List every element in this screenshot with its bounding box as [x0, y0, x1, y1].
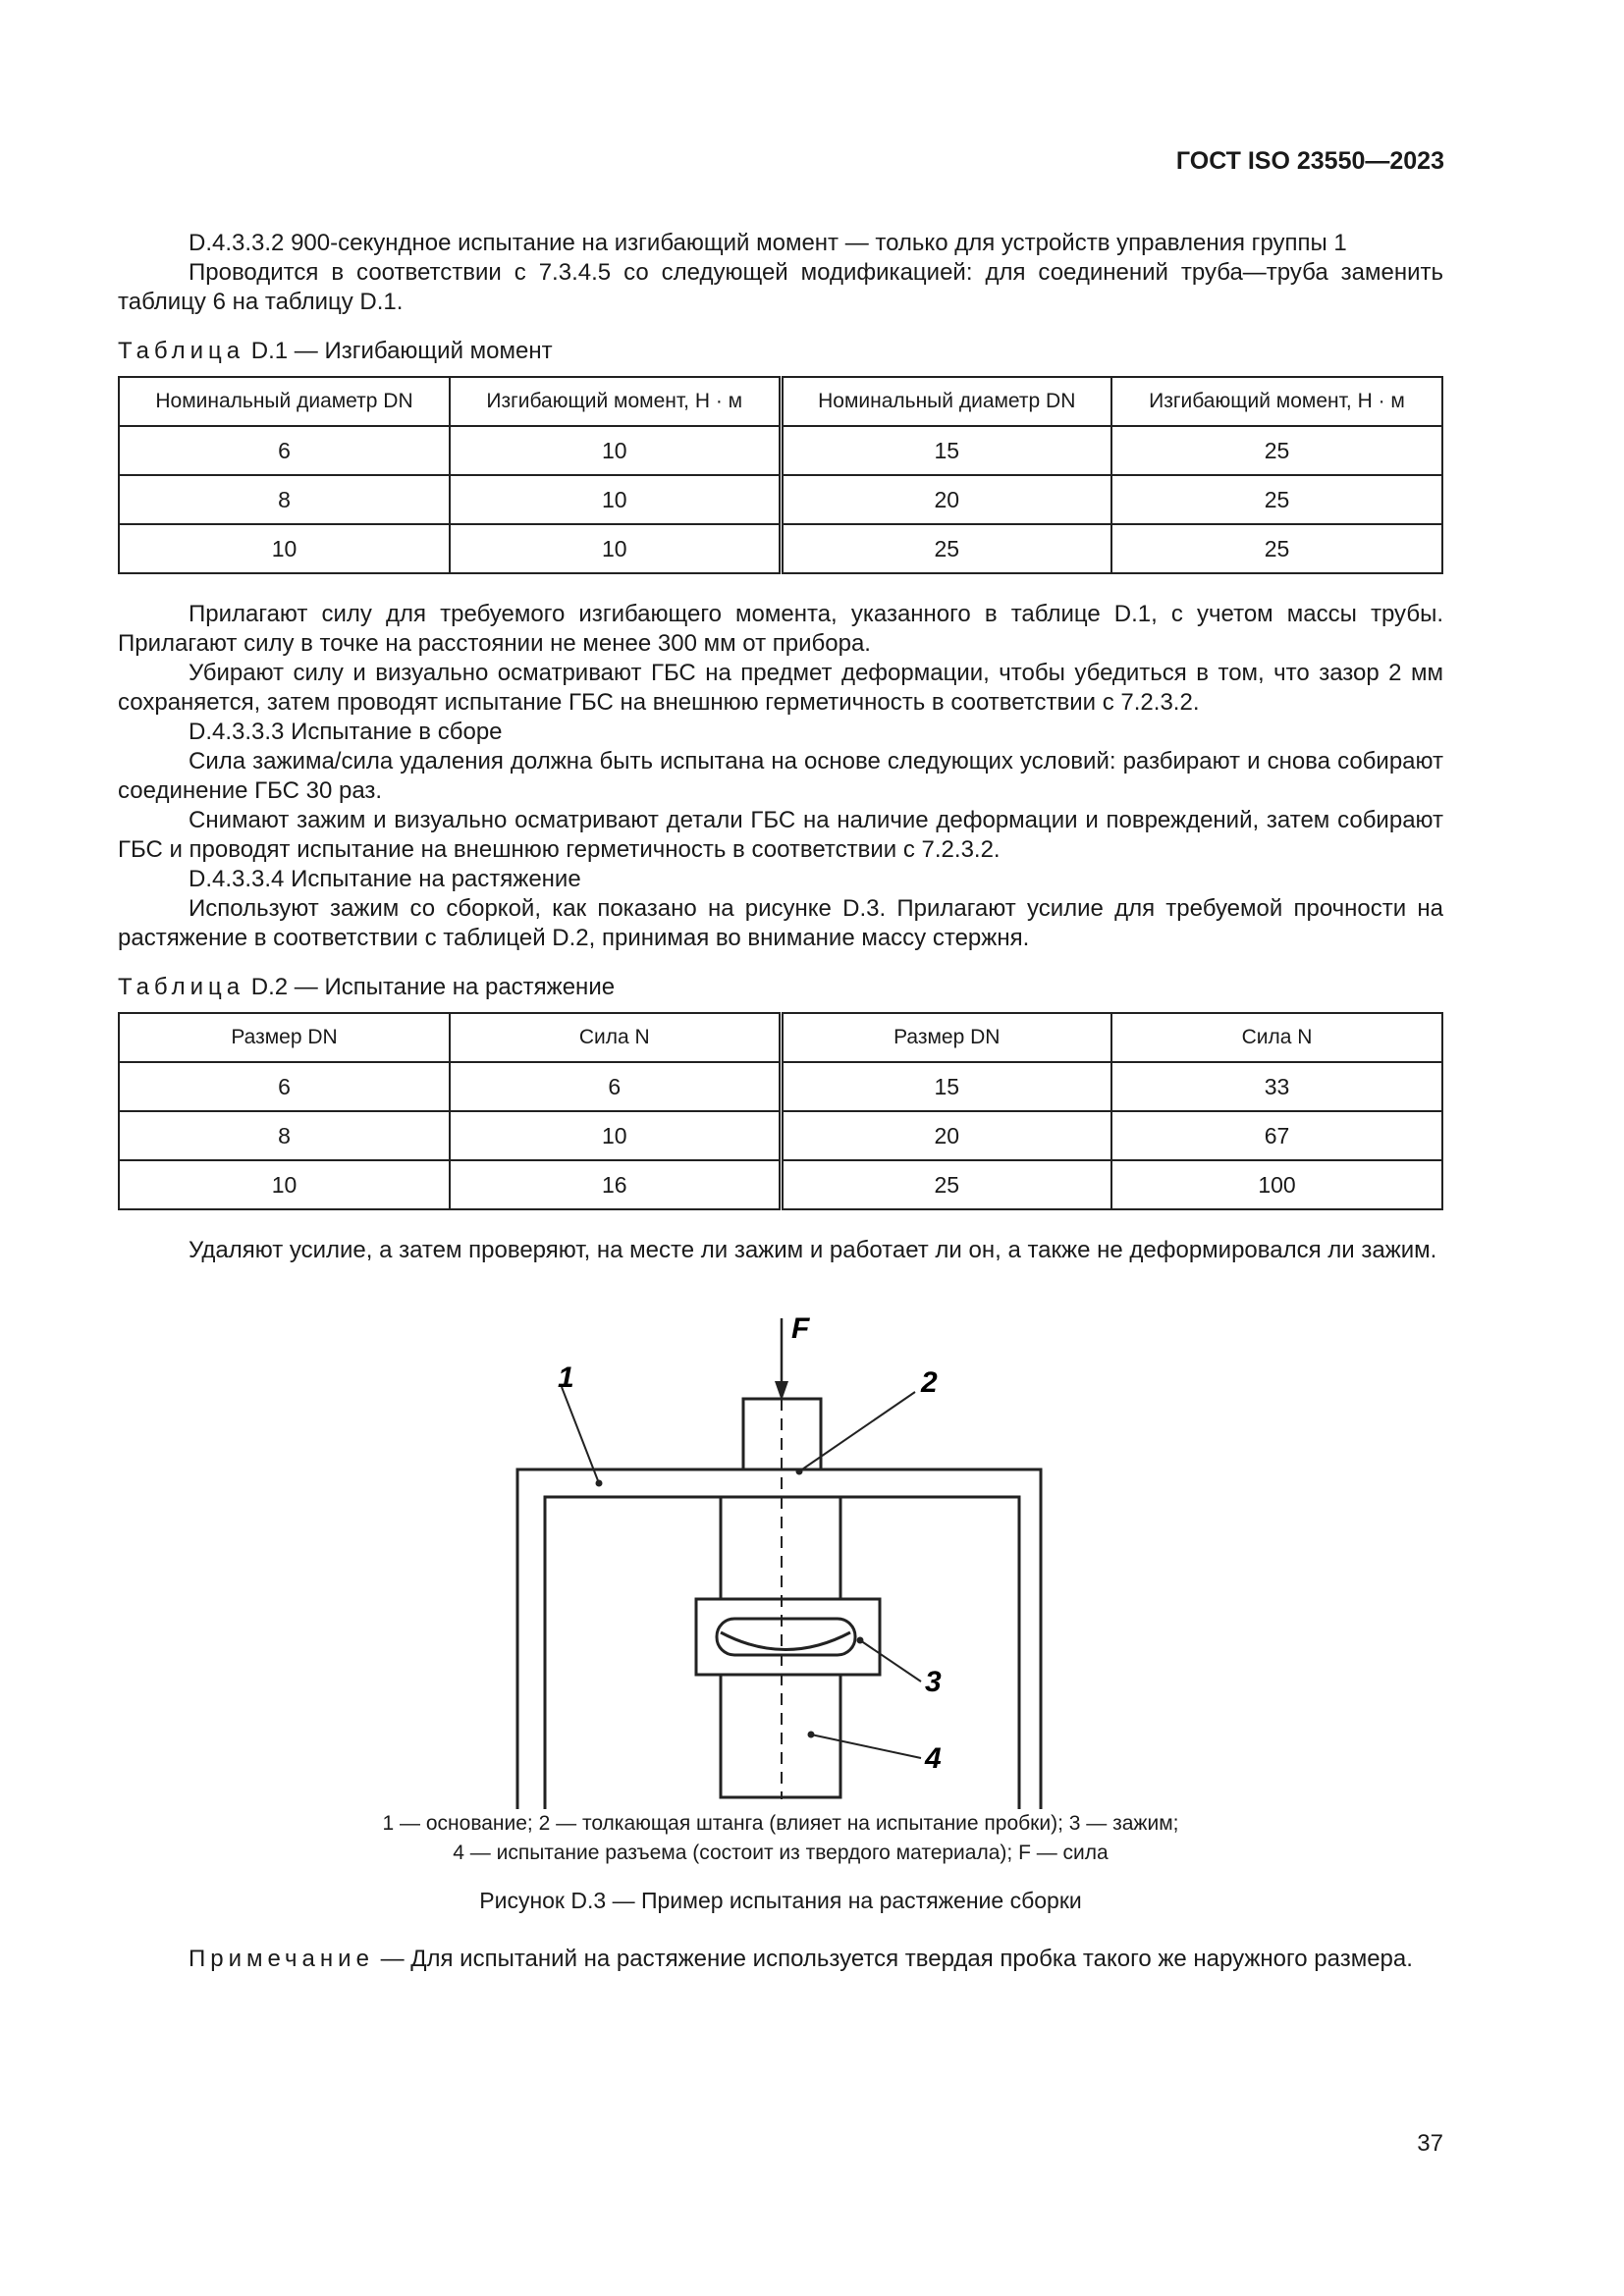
table-cell: 10	[119, 1160, 450, 1209]
document-id-header: ГОСТ ISO 23550—2023	[1175, 147, 1444, 175]
caption-text: D.1 — Изгибающий момент	[244, 338, 553, 364]
header-cell: Изгибающий момент, Н · м	[450, 377, 781, 426]
table-cell: 25	[1111, 524, 1442, 573]
header-cell: Сила N	[450, 1013, 781, 1062]
table-cell: 20	[781, 1111, 1111, 1160]
header-cell: Размер DN	[119, 1013, 450, 1062]
table-row	[119, 475, 1442, 524]
header-cell: Номинальный диаметр DN	[119, 377, 450, 426]
label-2: 2	[921, 1366, 938, 1399]
leader-dot	[857, 1637, 864, 1644]
table-cell: 25	[1111, 475, 1442, 524]
caption-text: D.2 — Испытание на растяжение	[244, 974, 616, 1000]
figure-caption: Рисунок D.3 — Пример испытания на растяжение сборки	[479, 1888, 1082, 1913]
page-content	[118, 229, 1443, 1974]
table-d2	[118, 1012, 1443, 1210]
leader-4	[811, 1735, 921, 1758]
table-cell: 10	[450, 524, 781, 573]
section-heading-d4333: D.4.3.3.3 Испытание в сборе	[189, 719, 503, 745]
table-caption-d1	[118, 337, 1443, 366]
table-cell: 25	[1111, 426, 1442, 475]
caption-word: Таблица	[118, 974, 245, 1000]
note	[118, 1945, 1443, 1974]
note-word: Примечание	[189, 1946, 374, 1972]
table-row	[119, 1160, 1442, 1209]
paragraph: Проводится в соответствии с 7.3.4.5 со следующей модификацией: для соединений труба—труба заменить таблицу 6 на таблицу D.1.	[118, 259, 1443, 315]
paragraph: Снимают зажим и визуально осматривают детали ГБС на наличие деформации и повреждений, затем собирают ГБС и проводят испытание на внешнюю герметичность в соответствии с 7.2.3.2.	[118, 807, 1443, 863]
table-cell: 25	[781, 1160, 1111, 1209]
note-text: — Для испытаний на растяжение используется твердая пробка такого же наружного размера.	[373, 1946, 1413, 1972]
table-row	[119, 1062, 1442, 1111]
table-header-row	[119, 377, 1442, 426]
leader-dot	[808, 1732, 815, 1738]
table-row	[119, 1111, 1442, 1160]
table-cell: 67	[1111, 1111, 1442, 1160]
page-number: 37	[1417, 2130, 1443, 2157]
table-cell: 100	[1111, 1160, 1442, 1209]
paragraph: Прилагают силу для требуемого изгибающего момента, указанного в таблице D.1, с учетом массы трубы. Прилагают силу в точке на расстоянии не менее 300 мм от прибора.	[118, 601, 1443, 657]
paragraph: Сила зажима/сила удаления должна быть испытана на основе следующих условий: разбирают и снова собирают соединение ГБС 30 раз.	[118, 748, 1443, 804]
figure-d3	[118, 1279, 1443, 1809]
table-row	[119, 524, 1442, 573]
figure-drawing	[118, 1279, 1443, 1809]
leader-2	[799, 1392, 915, 1471]
paragraph: Используют зажим со сборкой, как показано на рисунке D.3. Прилагают усилие для требуемой прочности на растяжение в соответствии с таблицей D.2, принимая во внимание массу стержня.	[118, 895, 1443, 951]
clamp-latch	[721, 1632, 850, 1650]
header-cell: Номинальный диаметр DN	[781, 377, 1111, 426]
table-d1	[118, 376, 1443, 574]
section-heading-d4332: D.4.3.3.2 900-секундное испытание на изгибающий момент — только для устройств управления группы 1	[189, 230, 1347, 256]
paragraph: Удаляют усилие, а затем проверяют, на месте ли зажим и работает ли он, а также не деформировался ли зажим.	[189, 1237, 1437, 1263]
spacer	[118, 574, 1443, 600]
table-header-row	[119, 1013, 1442, 1062]
label-3: 3	[925, 1666, 942, 1698]
leader-dot	[796, 1468, 803, 1475]
legend-line: 1 — основание; 2 — толкающая штанга (влияет на испытание пробки); 3 — зажим;	[382, 1812, 1179, 1835]
header-cell: Размер DN	[781, 1013, 1111, 1062]
label-1: 1	[558, 1362, 574, 1394]
table-cell: 15	[781, 426, 1111, 475]
leader-dot	[596, 1480, 603, 1487]
table-cell: 15	[781, 1062, 1111, 1111]
table-cell: 6	[450, 1062, 781, 1111]
table-row	[119, 426, 1442, 475]
clamp-body	[696, 1599, 880, 1675]
section-heading-d4334: D.4.3.3.4 Испытание на растяжение	[189, 866, 581, 892]
table-cell: 25	[781, 524, 1111, 573]
table-cell: 10	[450, 426, 781, 475]
table-cell: 20	[781, 475, 1111, 524]
label-force: F	[791, 1312, 810, 1345]
table-caption-d2	[118, 973, 1443, 1002]
table-cell: 16	[450, 1160, 781, 1209]
table-cell: 33	[1111, 1062, 1442, 1111]
figure-legend	[118, 1809, 1443, 1868]
paragraph: Убирают силу и визуально осматривают ГБС на предмет деформации, чтобы убедиться в том, что зазор 2 мм сохраняется, затем проводят испытание ГБС на внешнюю герметичность в соответствии с 7.2.3.2.	[118, 660, 1443, 716]
base-frame	[517, 1469, 1041, 1809]
table-cell: 8	[119, 475, 450, 524]
label-4: 4	[925, 1742, 942, 1775]
spacer	[118, 1210, 1443, 1236]
table-cell: 6	[119, 1062, 450, 1111]
caption-word: Таблица	[118, 338, 245, 364]
table-cell: 10	[119, 524, 450, 573]
legend-line: 4 — испытание разъема (состоит из твердого материала); F — сила	[453, 1842, 1109, 1864]
table-cell: 8	[119, 1111, 450, 1160]
table-cell: 10	[450, 1111, 781, 1160]
table-cell: 10	[450, 475, 781, 524]
table-cell: 6	[119, 426, 450, 475]
header-cell: Сила N	[1111, 1013, 1442, 1062]
header-cell: Изгибающий момент, Н · м	[1111, 377, 1442, 426]
